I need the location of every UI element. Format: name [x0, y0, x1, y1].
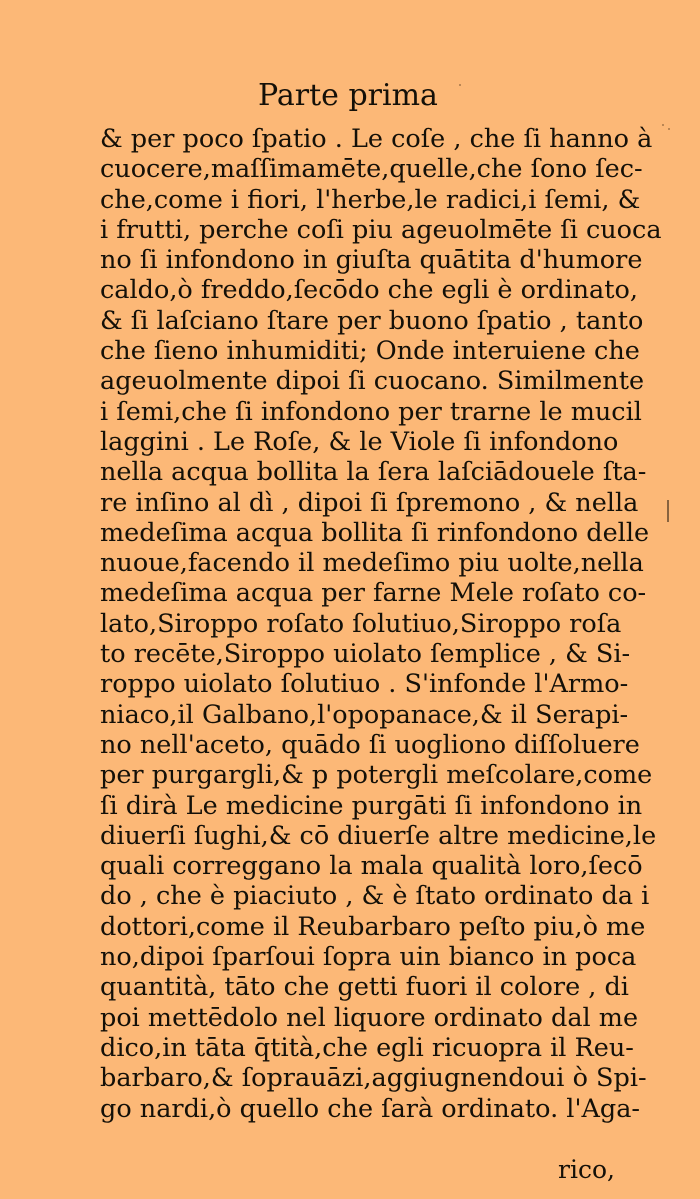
edge-mark	[667, 500, 669, 522]
text-line: che ſieno inhumiditi; Onde interuiene che	[100, 336, 640, 367]
text-line: ageuolmente dipoi ſi cuocano. Similmente	[100, 366, 645, 397]
text-line: laggini . Le Roſe, & le Viole ſi infondono	[100, 426, 619, 457]
text-line: re inſino al dì , dipoi ſi ſpremono , & nella	[100, 487, 639, 518]
text-line: nella acqua bollita la ſera laſciādouele ſta-	[100, 457, 647, 488]
text-line: caldo,ò freddo,ſecōdo che egli è ordinato,	[100, 275, 638, 306]
text-line: go nardi,ò quello che ſarà ordinato. l'Aga-	[100, 1093, 641, 1124]
ink-speck	[459, 84, 461, 86]
text-line: cuocere,maſſimamēte,quelle,che ſono ſec-	[100, 154, 643, 185]
text-line: i frutti, perche coſi piu ageuolmēte ſi cuoca	[100, 214, 662, 245]
running-head	[0, 78, 700, 113]
text-line: ſi dirà Le medicine purgāti ſi infondono in	[100, 790, 643, 821]
text-line: no ſi infondono in giuſta quātita d'humore	[100, 245, 643, 276]
text-line: medeſima acqua per farne Mele roſato co-	[100, 578, 647, 609]
text-line: i ſemi,che ſi infondono per trarne le mucil	[100, 396, 642, 427]
text-line: roppo uiolato ſolutiuo . S'infonde l'Armo-	[100, 669, 629, 700]
page-title: Parte prima	[258, 78, 438, 113]
text-line: nuoue,facendo il medeſimo piu uolte,nella	[100, 548, 644, 579]
text-line: niaco,il Galbano,l'opopanace,& il Serapi-	[100, 699, 629, 730]
text-line: dottori,come il Reubarbaro peſto piu,ò me	[100, 911, 646, 942]
text-line: & ſi laſciano ſtare per buono ſpatio , tanto	[100, 305, 644, 336]
text-line: medeſima acqua bollita ſi rinfondono delle	[100, 517, 650, 548]
text-line: no,dipoi ſparſoui ſopra uin bianco in poca	[100, 942, 637, 973]
text-line: per purgargli,& p potergli meſcolare,come	[100, 760, 653, 791]
text-line: do , che è piaciuto , & è ſtato ordinato da i	[100, 881, 650, 912]
text-line: che,come i fiori, l'herbe,le radici,i ſemi, &	[100, 184, 641, 215]
text-line: poi mettēdolo nel liquore ordinato dal me	[100, 1002, 639, 1033]
body-text	[100, 124, 662, 1124]
text-line: lato,Siroppo roſato ſolutiuo,Siroppo roſa	[100, 608, 622, 639]
ink-speck	[668, 128, 670, 130]
text-line: barbaro,& ſoprauāzi,aggiugnendoui ò Spi-	[100, 1063, 647, 1094]
ink-speck	[662, 124, 664, 126]
text-line: & per poco ſpatio . Le coſe , che ſi hanno à	[100, 124, 653, 154]
text-line: quantità, tāto che getti fuori il colore , di	[100, 972, 629, 1003]
text-line: dico,in tāta q̄tità,che egli ricuopra il Reu-	[100, 1032, 634, 1063]
catchword: rico,	[558, 1155, 615, 1184]
text-line: quali correggano la mala qualità loro,ſecō	[100, 851, 643, 882]
text-line: to recēte,Siroppo uiolato ſemplice , & Si-	[100, 639, 631, 670]
text-line: no nell'aceto, quādo ſi uogliono diſſoluere	[100, 729, 640, 760]
text-line: diuerſi ſughi,& cō diuerſe altre medicine,le	[100, 820, 657, 851]
